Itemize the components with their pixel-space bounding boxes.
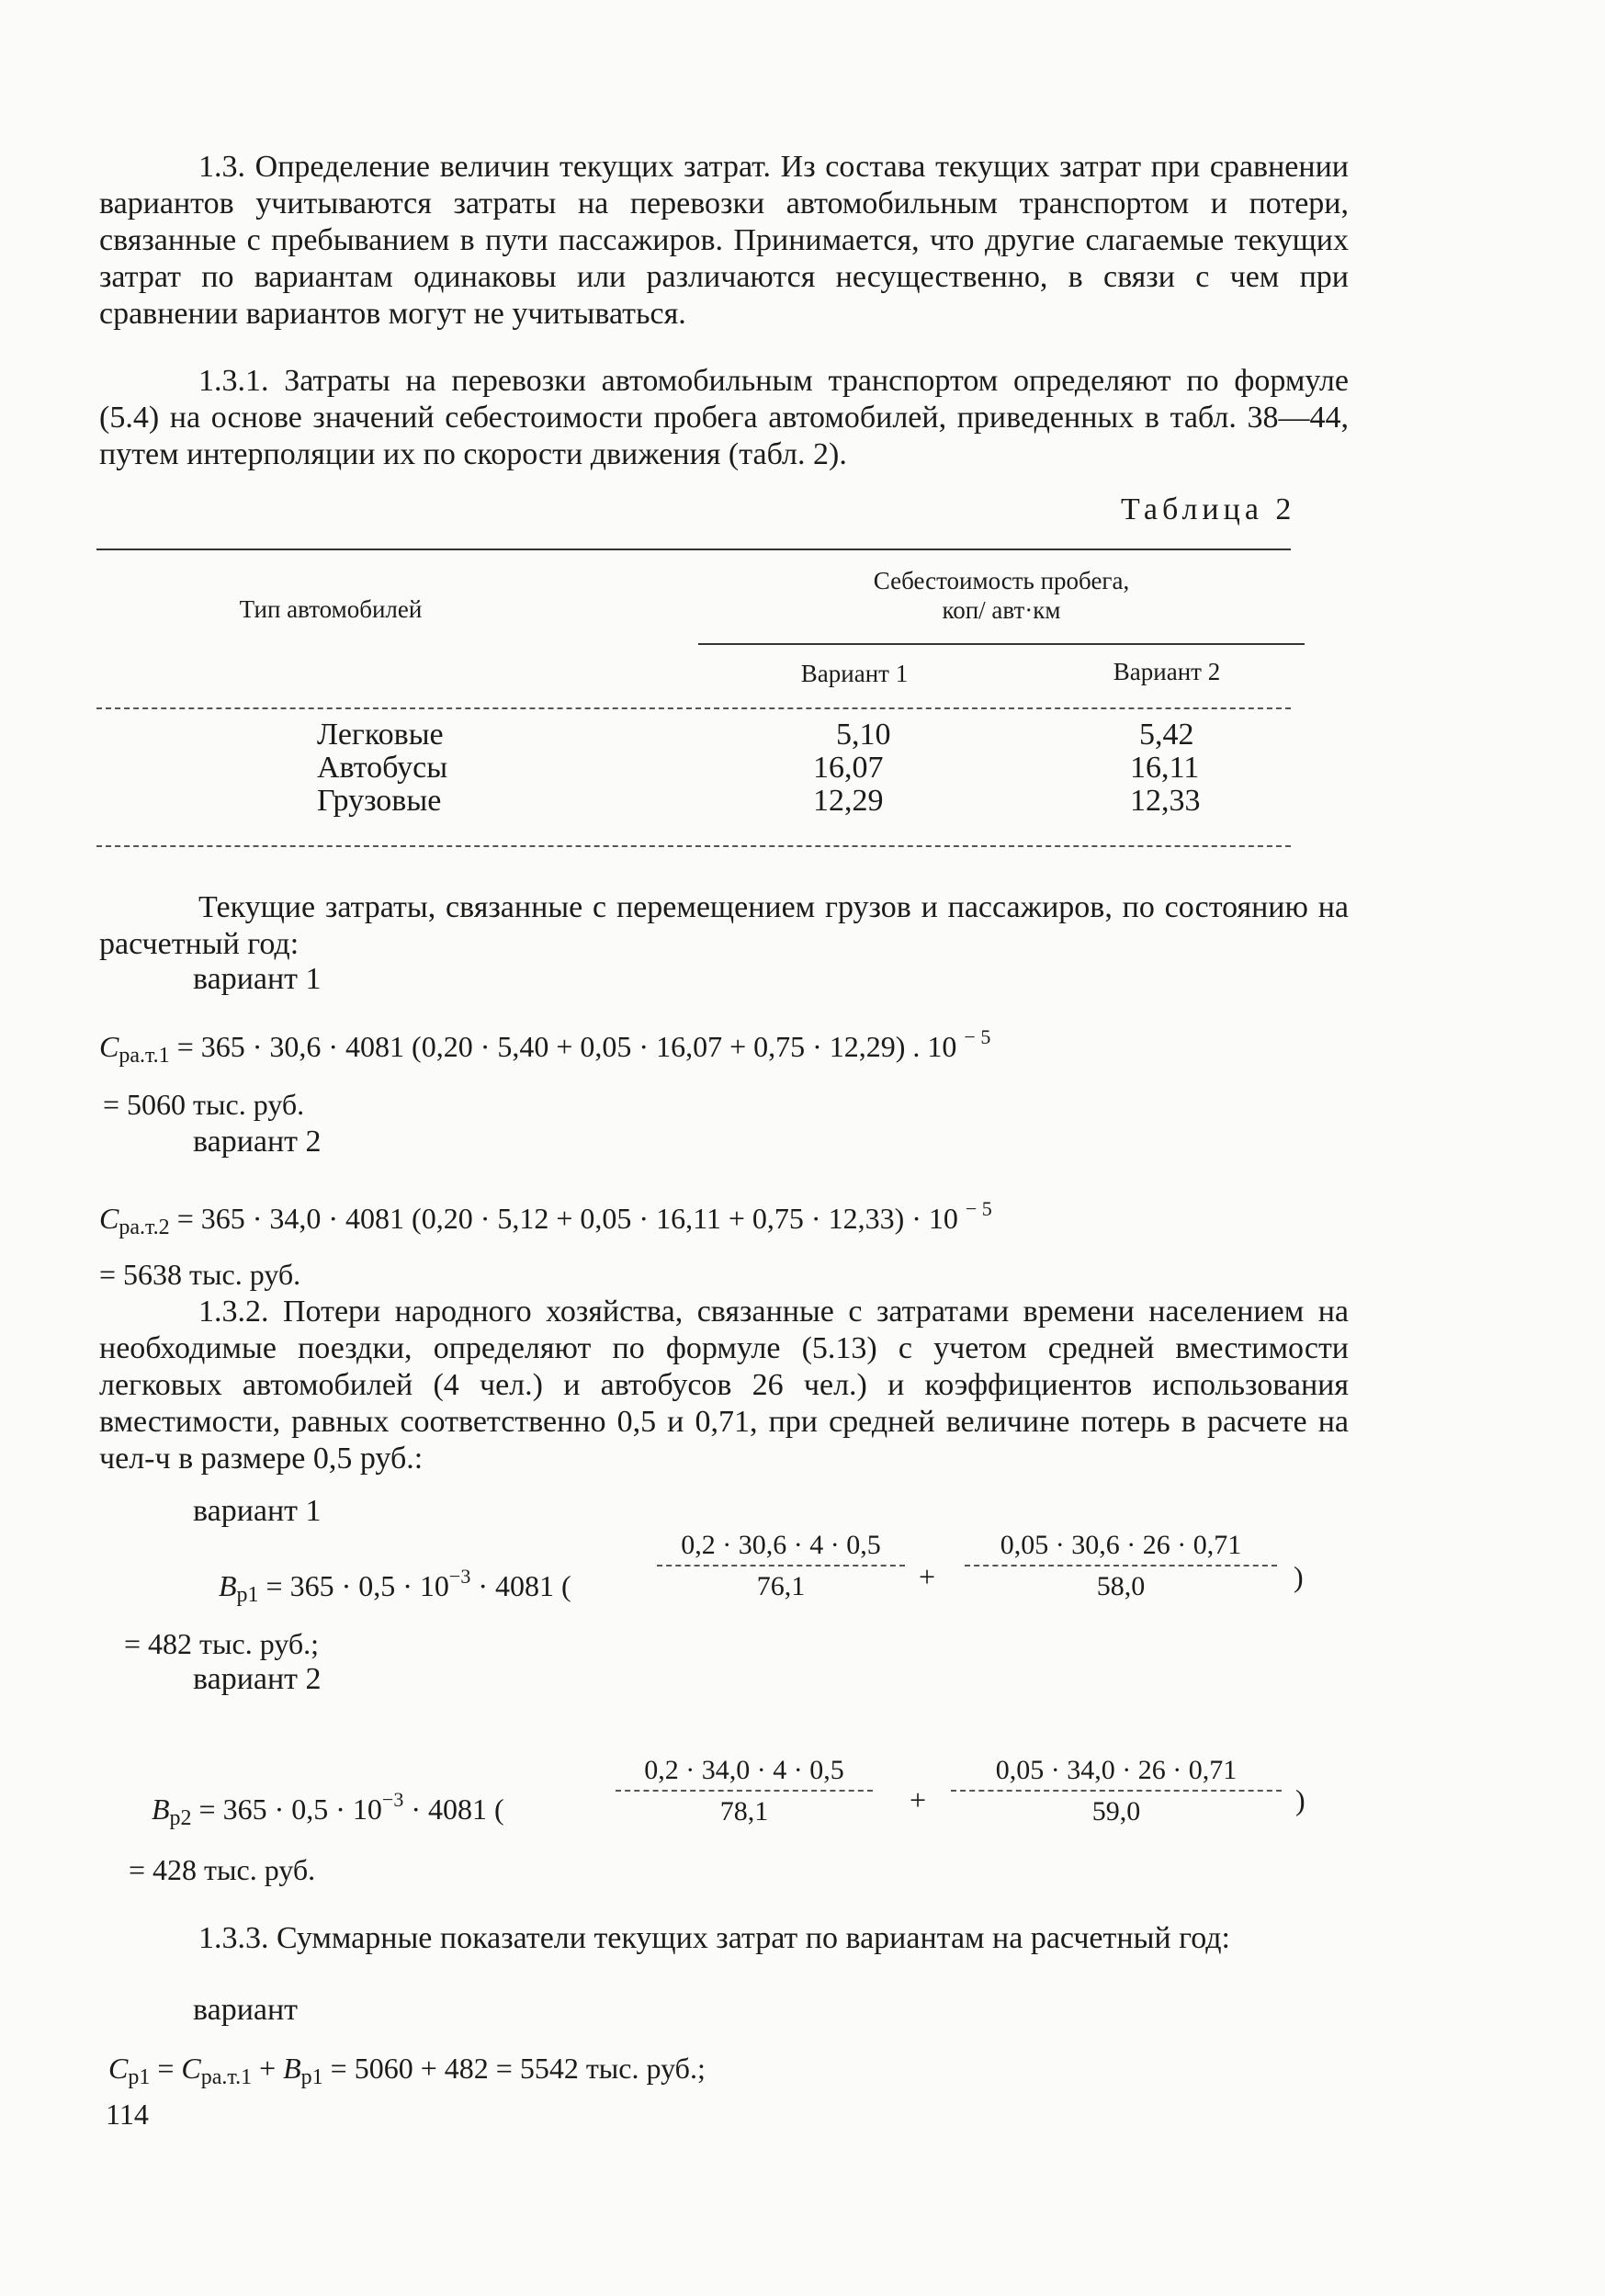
symbol-b: B bbox=[283, 2052, 301, 2085]
fraction-1-numerator: 0,2 · 30,6 · 4 · 0,5 bbox=[681, 1530, 881, 1560]
subscript: р1 bbox=[236, 1583, 259, 1607]
exponent: − 5 bbox=[965, 1197, 992, 1220]
cell-variant-1: 12,29 bbox=[813, 784, 884, 818]
subscript: ра.т.2 bbox=[119, 1216, 170, 1239]
result-c-rat2: = 5638 тыс. руб. bbox=[99, 1258, 301, 1291]
cell-variant-2: 5,42 bbox=[1139, 718, 1194, 752]
formula-b-p1-head bbox=[219, 1559, 571, 1612]
column-header-cost-line1: Себестоимость пробега, bbox=[873, 567, 1130, 594]
result-b-p2: = 428 тыс. руб. bbox=[129, 1853, 316, 1886]
column-header-cost-line2: коп/ авт·км bbox=[942, 596, 1061, 624]
subscript: ра.т.1 bbox=[119, 1044, 170, 1068]
label-variant-2-b: вариант 2 bbox=[193, 1662, 322, 1696]
symbol-c: C bbox=[181, 2052, 201, 2085]
subscript: р2 bbox=[169, 1806, 192, 1830]
symbol: B bbox=[219, 1569, 237, 1602]
page-number: 114 bbox=[106, 2098, 149, 2131]
result-b-p1: = 482 тыс. руб.; bbox=[124, 1627, 320, 1660]
fraction-2-numerator: 0,05 · 34,0 · 26 · 0,71 bbox=[995, 1755, 1238, 1785]
table-caption: Таблица 2 bbox=[1121, 492, 1296, 526]
subscript: р1 bbox=[128, 2065, 151, 2089]
formula-tail: · 4081 ( bbox=[478, 1569, 571, 1602]
formula-head: = 365 · 0,5 · 10 bbox=[198, 1793, 382, 1826]
formula-body: = 365 · 34,0 · 4081 (0,20 · 5,12 + 0,05 · 16,11 + 0,75 · 12,33) · 10 bbox=[176, 1202, 958, 1235]
subscript-c: ра.т.1 bbox=[200, 2065, 253, 2089]
paragraph-1-3-3: 1.3.3. Суммарные показатели текущих затрат по вариантам на расчетный год: bbox=[198, 1921, 1230, 1955]
symbol: C bbox=[99, 1030, 119, 1063]
formula-c-p1 bbox=[108, 2051, 706, 2095]
column-header-type: Тип автомобилей bbox=[239, 595, 423, 623]
fraction-2-denominator: 58,0 bbox=[1096, 1571, 1146, 1601]
formula-rest: = 5060 + 482 = 5542 тыс. руб.; bbox=[330, 2052, 706, 2085]
fraction-1-line bbox=[657, 1565, 905, 1566]
table-top-rule bbox=[96, 549, 1291, 550]
cell-type: Грузовые bbox=[317, 784, 442, 818]
fraction-2-line bbox=[951, 1790, 1282, 1792]
table-subheader-rule bbox=[698, 643, 1305, 645]
fraction-1-numerator: 0,2 · 34,0 · 4 · 0,5 bbox=[644, 1755, 844, 1785]
fraction-1-line bbox=[616, 1790, 873, 1792]
label-variant-1-b: вариант 1 bbox=[193, 1494, 322, 1528]
paragraph-current-costs: Текущие затраты, связанные с перемещением грузов и пассажиров, по состоянию на расчетный год: bbox=[99, 890, 1349, 961]
cell-variant-1: 5,10 bbox=[836, 718, 891, 752]
fraction-2-line bbox=[965, 1565, 1277, 1566]
exponent: −3 bbox=[381, 1788, 404, 1811]
column-header-variant-1: Вариант 1 bbox=[800, 660, 909, 687]
label-variant-1: вариант 1 bbox=[193, 962, 322, 996]
formula-c-rat1 bbox=[99, 1020, 990, 1073]
cell-variant-1: 16,07 bbox=[813, 751, 884, 785]
result-c-rat1: = 5060 тыс. руб. bbox=[103, 1088, 305, 1121]
plus-sign: + bbox=[259, 2052, 277, 2085]
table-bottom-rule bbox=[96, 845, 1291, 847]
symbol: C bbox=[108, 2052, 129, 2085]
cell-type: Автобусы bbox=[317, 751, 448, 785]
fraction-1-denominator: 78,1 bbox=[719, 1796, 769, 1827]
symbol: C bbox=[99, 1202, 119, 1235]
paragraph-1-3: 1.3. Определение величин текущих затрат. Из состава текущих затрат при сравнении вариантов учитываются затраты на перевозки автомобильным транспортом и потери, связанные с пребыванием в пути пассажиров. Принимается, что другие слагаемые текущих затрат по вариантам одинаковы или различаются несущественно, в связи с чем при сравнении вариантов могут не учитываться. bbox=[99, 150, 1349, 331]
plus-sign: + bbox=[919, 1560, 936, 1593]
fraction-1-denominator: 76,1 bbox=[756, 1571, 806, 1601]
closing-paren: ) bbox=[1294, 1560, 1304, 1593]
cell-variant-2: 12,33 bbox=[1130, 784, 1201, 818]
table-header-rule bbox=[96, 707, 1291, 709]
paragraph-1-3-2: 1.3.2. Потери народного хозяйства, связанные с затратами времени населением на необходимые поездки, определяют по формуле (5.13) с учетом средней вместимости легковых автомобилей (4 чел.) и автобусов 26 чел.) и коэффициентов использования вместимости, равных соответственно 0,5 и 0,71, при средней величине потерь в расчете на чел-ч в размере 0,5 руб.: bbox=[99, 1295, 1349, 1476]
cell-variant-2: 16,11 bbox=[1130, 751, 1200, 785]
label-variant: вариант bbox=[193, 1993, 299, 2027]
formula-b-p2-head bbox=[152, 1782, 504, 1836]
formula-body: = 365 · 30,6 · 4081 (0,20 · 5,40 + 0,05 · 16,07 + 0,75 · 12,29) . 10 bbox=[176, 1030, 957, 1063]
plus-sign: + bbox=[910, 1783, 927, 1816]
exponent: − 5 bbox=[964, 1025, 991, 1048]
fraction-2-numerator: 0,05 · 30,6 · 26 · 0,71 bbox=[1000, 1530, 1242, 1560]
symbol: B bbox=[152, 1793, 170, 1826]
equals-sign: = bbox=[157, 2052, 175, 2085]
fraction-2-denominator: 59,0 bbox=[1091, 1796, 1141, 1827]
formula-head: = 365 · 0,5 · 10 bbox=[266, 1569, 449, 1602]
column-header-variant-2: Вариант 2 bbox=[1113, 658, 1221, 685]
label-variant-2: вариант 2 bbox=[193, 1125, 322, 1159]
subscript-b: р1 bbox=[300, 2065, 323, 2089]
paragraph-1-3-1: 1.3.1. Затраты на перевозки автомобильным транспортом определяют по формуле (5.4) на основе значений себестоимости пробега автомобилей, приведенных в табл. 38—44, путем интерполяции их по скорости движения (табл. 2). bbox=[99, 364, 1349, 471]
cell-type: Легковые bbox=[317, 718, 444, 752]
formula-tail: · 4081 ( bbox=[411, 1793, 504, 1826]
exponent: −3 bbox=[448, 1565, 471, 1588]
formula-c-rat2 bbox=[99, 1192, 992, 1245]
closing-paren: ) bbox=[1295, 1783, 1305, 1816]
